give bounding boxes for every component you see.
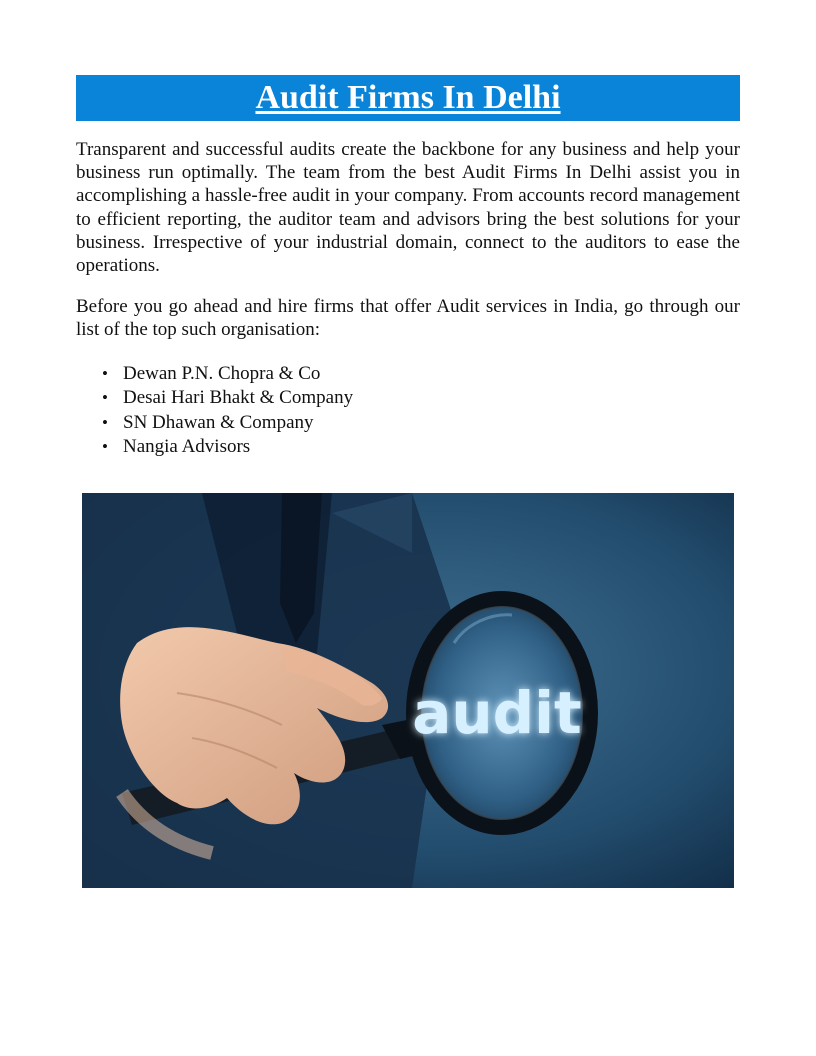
list-item xyxy=(76,435,740,460)
bullet-icon: • xyxy=(102,388,108,408)
list-item xyxy=(76,411,740,436)
list-item xyxy=(76,362,740,387)
intro-paragraph: Transparent and successful audits create the backbone for any business and help your business run optimally. The team from the best Audit Firms In Delhi assist you in accomplishing a hassle-free audit in your company. From accounts record management to efficient reporting, the auditor team and advisors bring the best solutions for your business. Irrespective of your industrial domain, connect to the auditors to ease the operations. xyxy=(76,139,740,277)
audit-magnifier-photo xyxy=(82,493,734,888)
bullet-icon: • xyxy=(102,363,108,383)
firm-name: Dewan P.N. Chopra & Co xyxy=(123,362,321,384)
firm-name: Desai Hari Bhakt & Company xyxy=(123,387,354,409)
title-banner xyxy=(76,75,740,121)
audit-firms-list xyxy=(76,362,740,460)
bullet-icon: • xyxy=(102,437,108,457)
firm-name: SN Dhawan & Company xyxy=(123,411,314,433)
firm-name: Nangia Advisors xyxy=(123,436,251,458)
list-item xyxy=(76,386,740,411)
document-page xyxy=(76,75,740,460)
page-title: Audit Firms In Delhi xyxy=(255,79,561,116)
bullet-icon: • xyxy=(102,412,108,432)
list-lead-paragraph: Before you go ahead and hire firms that offer Audit services in India, go through our list of the top such organisation: xyxy=(76,296,740,341)
lens-text: audit xyxy=(412,679,582,747)
